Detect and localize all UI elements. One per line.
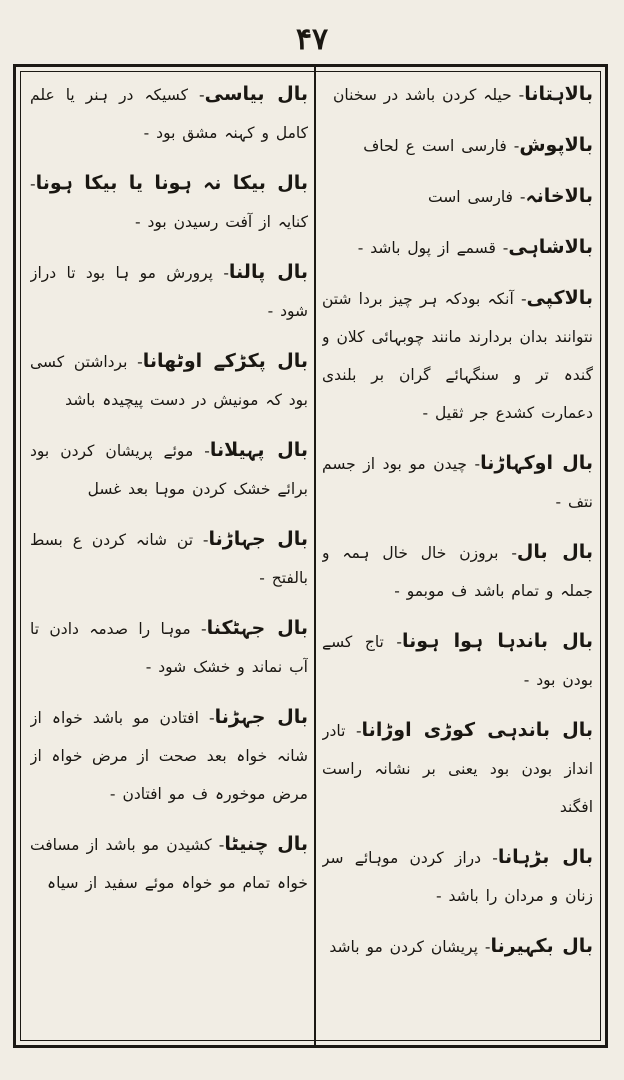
- dictionary-entry: [30, 825, 308, 902]
- entry-definition: - تاج کسے بودن بود -: [322, 633, 593, 689]
- entry-definition: - موہا را صدمہ دادن تا آب نماند و خشک شود -: [30, 620, 308, 676]
- dictionary-entry: [322, 533, 593, 610]
- dictionary-entry: [30, 609, 308, 686]
- entry-headword: بال جہڑنا: [214, 706, 308, 728]
- dictionary-entry: [30, 342, 308, 419]
- dictionary-entry: [322, 177, 593, 216]
- entry-headword: بال پکڑکے اوٹھانا: [142, 350, 308, 372]
- entry-headword: بال پہیلانا: [209, 439, 308, 461]
- dictionary-entry: [322, 228, 593, 267]
- entry-headword: بالاخانہ: [525, 185, 593, 207]
- entry-definition: - فارسی است: [428, 188, 526, 206]
- entry-definition: - افتادن مو باشد خواہ از شانہ خواہ بعد صحت از مرض خواہ از مرض موخورہ ف مو افتادن -: [30, 709, 308, 803]
- page-number: ۴۷: [295, 22, 329, 57]
- entry-definition: - دراز کردن موہائے سر زنان و مردان را باشد -: [322, 849, 593, 905]
- entry-headword: بال پالنا: [228, 261, 308, 283]
- dictionary-entry: [322, 75, 593, 114]
- entry-headword: بال باندہا ہوا ہونا: [402, 630, 593, 652]
- dictionary-entry: [322, 126, 593, 165]
- entry-definition: - حیلہ کردن باشد در سخنان: [333, 86, 525, 104]
- entry-headword: بالاہتانا: [524, 83, 593, 105]
- entry-headword: بالاپوش: [519, 134, 593, 156]
- dictionary-entry: [322, 279, 593, 432]
- dictionary-entry: [322, 711, 593, 826]
- dictionary-entry: [30, 520, 308, 597]
- entry-headword: بال باندہی کوڑی اوڑانا: [361, 719, 593, 741]
- entry-definition: - قسمے از پول باشد -: [357, 239, 509, 257]
- entry-definition: - کنایہ از آفت رسیدن بود -: [30, 175, 308, 231]
- entry-definition: - برداشتن کسی بود کہ مونیش در دست پیچیدہ باشد: [30, 353, 308, 409]
- dictionary-entry: [322, 444, 593, 521]
- dictionary-entry: [322, 838, 593, 915]
- page-frame: [13, 64, 608, 1048]
- entry-definition: - تن شانہ کردن ع بسط بالفتح -: [30, 531, 308, 587]
- entry-headword: بال بڑہانا: [497, 846, 593, 868]
- dictionary-entry: [322, 927, 593, 966]
- dictionary-column-right: [322, 75, 593, 1037]
- entry-definition: - موئے پریشان کردن بود برائے خشک کردن موہا بعد غسل: [30, 442, 308, 498]
- entry-definition: - کسیکہ در ہنر یا علم کامل و کہنہ مشق بود -: [30, 86, 308, 142]
- entry-definition: - تادر انداز بودن بود یعنی بر نشانہ راست افگند: [322, 722, 593, 816]
- entry-headword: بال بیاسی: [204, 83, 308, 105]
- dictionary-entry: [30, 164, 308, 241]
- entry-definition: - بروزن خال خال ہمہ و جملہ و تمام باشد ف موبمو -: [322, 544, 593, 600]
- entry-definition: - آنکہ بودکہ ہر چیز بردا شتن نتوانند بدان بردارند مانند چوبہائی کلان و گندہ تر و سنگہائے گران بر بلندی دعمارت کشدع جر ثقیل -: [322, 290, 593, 422]
- dictionary-entry: [322, 622, 593, 699]
- entry-definition: - فارسی است ع لحاف: [363, 137, 520, 155]
- dictionary-entry: [30, 75, 308, 152]
- entry-headword: بال چنیٹا: [224, 833, 308, 855]
- entry-headword: بال بکہیرنا: [490, 935, 593, 957]
- dictionary-entry: [30, 698, 308, 813]
- dictionary-entry: [30, 253, 308, 330]
- entry-headword: بال جہاڑنا: [208, 528, 308, 550]
- entry-headword: بال بیکا نہ ہونا یا بیکا ہونا: [35, 172, 308, 194]
- entry-headword: بال بال: [516, 541, 593, 563]
- dictionary-entry: [30, 431, 308, 508]
- entry-headword: بالاشاہی: [508, 236, 593, 258]
- entry-definition: - پرورش مو ہا بود تا دراز شود -: [30, 264, 308, 320]
- entry-headword: بال اوکہاڑنا: [480, 452, 593, 474]
- entry-definition: - کشیدن مو باشد از مسافت خواہ تمام مو خواہ موئے سفید از سیاہ: [30, 836, 308, 892]
- dictionary-column-left: [30, 75, 308, 1037]
- entry-definition: - پریشان کردن مو باشد: [329, 938, 491, 956]
- entry-headword: بال جہٹکنا: [206, 617, 308, 639]
- entry-headword: بالاکپی: [526, 287, 593, 309]
- column-divider: [314, 67, 316, 1045]
- entry-definition: - چیدن مو بود از جسم نتف -: [322, 455, 593, 511]
